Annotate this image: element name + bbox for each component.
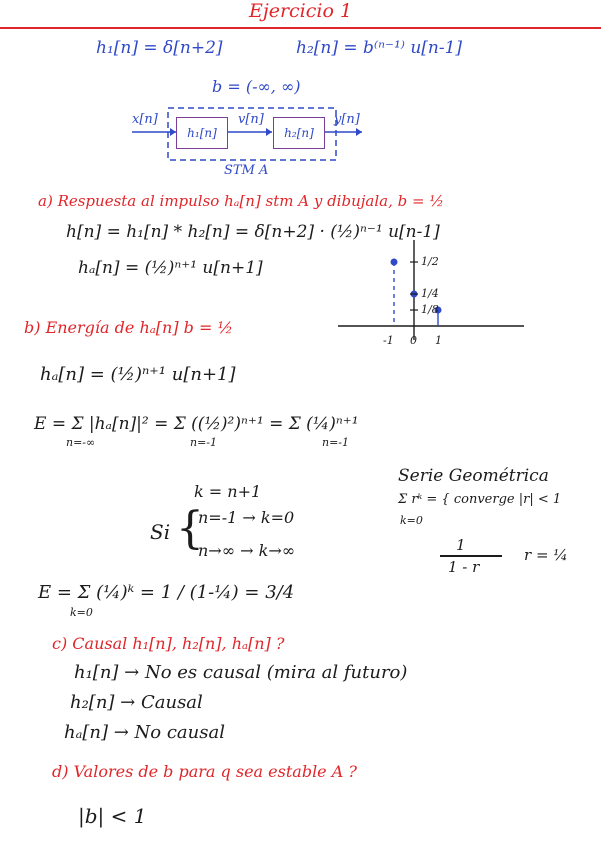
sum-lower-limit-2: n=-1 (190, 436, 218, 449)
serie-sub: k=0 (400, 514, 423, 527)
plot-tick-1: 1 (435, 334, 442, 347)
serie-r-value: r = ¼ (524, 546, 568, 564)
sum-lower-limit-3: n=-1 (322, 436, 350, 449)
brace-icon: { (176, 503, 204, 554)
part-d-heading: d) Valores de b para q sea estable A ? (52, 762, 357, 781)
part-d-answer: |b| < 1 (78, 804, 147, 828)
part-b-energy: E = Σ |hₐ[n]|² = Σ ((½)²)ⁿ⁺¹ = Σ (¼)ⁿ⁺¹ (34, 414, 359, 434)
h1-definition: h₁[n] = δ[n+2] (96, 38, 223, 58)
serie-sum-num: 1 (456, 536, 466, 554)
sum-lower-limit-1: n=-∞ (66, 436, 96, 449)
plot-tick-0: 0 (410, 334, 417, 347)
diagram-box-h2: h₂[n] (273, 117, 325, 149)
b-range: b = (-∞, ∞) (212, 77, 301, 96)
part-b-heading: b) Energía de hₐ[n] b = ½ (24, 318, 233, 337)
part-c-line1: h₁[n] → No es causal (mira al futuro) (74, 662, 408, 683)
diagram-mid-signal: v[n] (238, 112, 264, 127)
part-a-line2: hₐ[n] = (½)ⁿ⁺¹ u[n+1] (78, 258, 263, 278)
part-b-line1: hₐ[n] = (½)ⁿ⁺¹ u[n+1] (40, 364, 236, 385)
energy-result: E = Σ (¼)ᵏ = 1 / (1-¼) = 3/4 (38, 582, 295, 603)
part-c-line3: hₐ[n] → No causal (64, 722, 225, 743)
si-case2: n→∞ → k→∞ (198, 541, 296, 560)
h2-definition: h₂[n] = b⁽ⁿ⁻¹⁾ u[n-1] (296, 38, 463, 58)
diagram-output: y[n] (334, 112, 360, 127)
si-label: Si (150, 520, 171, 544)
part-a-heading: a) Respuesta al impulso hₐ[n] stm A y dibujala, b = ½ (38, 192, 444, 210)
serie-formula: Σ rᵏ = { converge |r| < 1 (398, 492, 562, 507)
plot-value-quarter: 1/4 (421, 287, 439, 300)
page-title: Ejercicio 1 (248, 0, 353, 22)
k-substitution: k = n+1 (194, 482, 262, 501)
serie-sum-den: 1 - r (448, 558, 480, 576)
serie-fraction-bar (440, 555, 502, 557)
part-c-heading: c) Causal h₁[n], h₂[n], hₐ[n] ? (52, 634, 285, 653)
diagram-box-h1: h₁[n] (176, 117, 228, 149)
diagram-input: x[n] (132, 112, 158, 127)
plot-value-eighth: 1/8 (421, 303, 439, 316)
part-a-line1: h[n] = h₁[n] * h₂[n] = δ[n+2] · (½)ⁿ⁻¹ u[n-1] (66, 222, 440, 242)
serie-title: Serie Geométrica (398, 466, 549, 486)
plot-value-half: 1/2 (421, 255, 439, 268)
part-c-line2: h₂[n] → Causal (70, 692, 203, 713)
diagram-system-label: STM A (224, 163, 269, 178)
si-case1: n=-1 → k=0 (198, 508, 295, 527)
result-sum-sub: k=0 (70, 606, 93, 619)
plot-tick-minus1: -1 (383, 334, 394, 347)
